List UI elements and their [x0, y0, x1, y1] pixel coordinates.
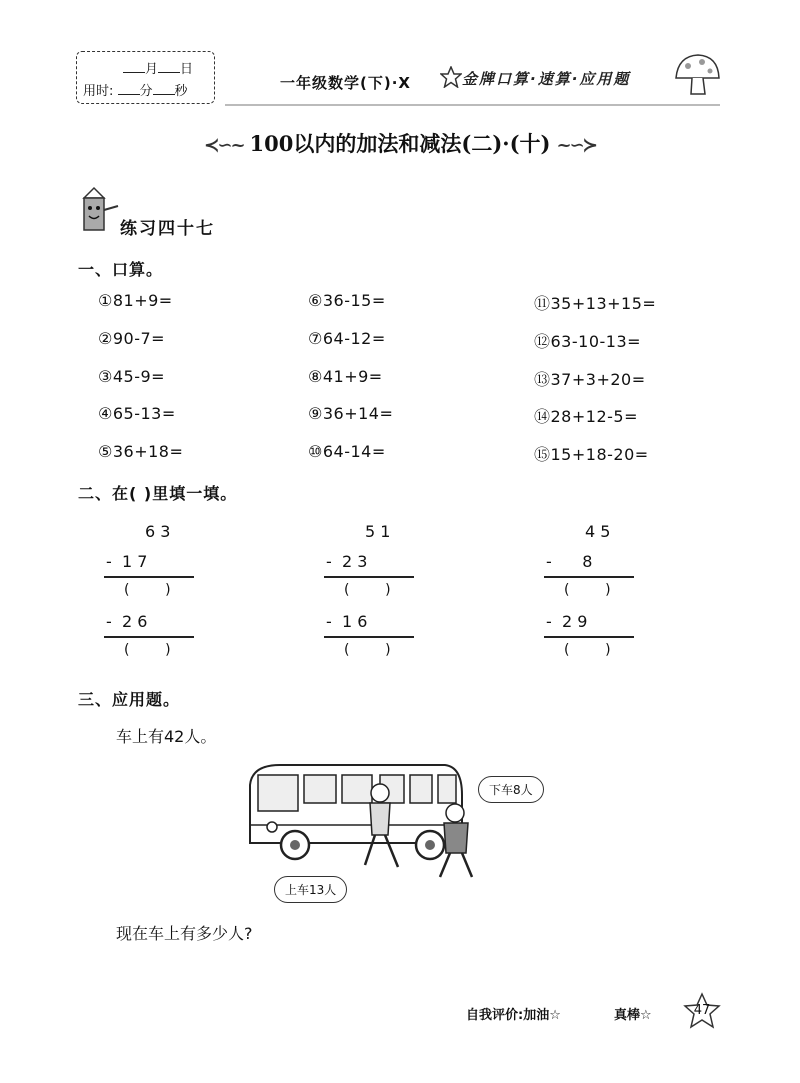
second-label: 秒	[174, 84, 188, 99]
month-label: 月	[145, 62, 159, 77]
section1-title: 一、口算。	[78, 260, 164, 279]
mushroom-icon	[672, 52, 722, 98]
problem-question: 现在车上有多少人?	[116, 924, 253, 943]
calc-item: ⑫63-10-13=	[534, 332, 642, 351]
book-title: 一年级数学(下)·X	[280, 74, 411, 92]
vertical-subtrahend: - 2 3	[326, 552, 368, 571]
second-blank[interactable]	[153, 82, 175, 95]
answer-blank[interactable]: ( )	[124, 642, 171, 658]
calc-item: ⑮15+18-20=	[534, 445, 649, 464]
great-rating: 真棒☆	[614, 1008, 652, 1023]
calc-item: ⑬37+3+20=	[534, 370, 646, 389]
exercise-title: 练习四十七	[120, 219, 215, 239]
lesson-title: 100以内的加法和减法(二)·(十)	[249, 131, 551, 156]
lesson-title-row	[0, 128, 800, 158]
pencil-mascot-icon	[76, 186, 124, 236]
self-evaluation: 自我评价:加油☆	[466, 1008, 561, 1023]
answer-blank[interactable]: ( )	[344, 642, 391, 658]
vertical-line	[324, 576, 414, 578]
section3-title: 三、应用题。	[78, 690, 181, 709]
header-divider	[225, 104, 720, 106]
vertical-line	[104, 576, 194, 578]
calc-item: ②90-7=	[98, 329, 166, 348]
calc-item: ⑦64-12=	[308, 329, 386, 348]
answer-blank[interactable]: ( )	[124, 582, 171, 598]
answer-blank[interactable]: ( )	[344, 582, 391, 598]
page-number: 47	[693, 1003, 711, 1018]
section2-title: 二、在( )里填一填。	[78, 484, 238, 503]
star-icon	[440, 66, 462, 88]
month-blank[interactable]	[123, 60, 145, 73]
vertical-line	[324, 636, 414, 638]
calc-item: ⑧41+9=	[308, 367, 383, 386]
ornament-left-icon: ≺∽~	[204, 135, 244, 156]
time-label: 用时:	[83, 84, 114, 99]
calc-item: ⑤36+18=	[98, 442, 184, 461]
vertical-line	[544, 576, 634, 578]
speech-bubble-on: 上车13人	[274, 876, 347, 903]
day-label: 日	[180, 62, 194, 77]
vertical-subtrahend: - 8	[546, 552, 593, 571]
vertical-subtrahend: - 1 6	[326, 612, 368, 631]
calc-item: ⑩64-14=	[308, 442, 386, 461]
ornament-right-icon: ~∽≻	[556, 135, 596, 156]
calc-item: ①81+9=	[98, 291, 173, 310]
answer-blank[interactable]: ( )	[564, 642, 611, 658]
minute-label: 分	[139, 84, 153, 99]
calc-item: ③45-9=	[98, 367, 166, 386]
minute-blank[interactable]	[118, 82, 140, 95]
day-blank[interactable]	[158, 60, 180, 73]
series-title: 金牌口算·速算·应用题	[462, 70, 631, 88]
calc-item: ⑪35+13+15=	[534, 294, 657, 313]
date-time-box	[76, 51, 215, 104]
vertical-top-number: 5 1	[365, 522, 391, 541]
vertical-line	[104, 636, 194, 638]
vertical-line	[544, 636, 634, 638]
speech-bubble-off: 下车8人	[478, 776, 544, 803]
calc-item: ⑭28+12-5=	[534, 407, 638, 426]
vertical-top-number: 4 5	[585, 522, 611, 541]
calc-item: ⑥36-15=	[308, 291, 386, 310]
problem-statement: 车上有42人。	[116, 727, 217, 746]
vertical-subtrahend: - 2 6	[106, 612, 148, 631]
calc-item: ④65-13=	[98, 404, 176, 423]
vertical-top-number: 6 3	[145, 522, 171, 541]
answer-blank[interactable]: ( )	[564, 582, 611, 598]
vertical-subtrahend: - 1 7	[106, 552, 148, 571]
calc-item: ⑨36+14=	[308, 404, 394, 423]
vertical-subtrahend: - 2 9	[546, 612, 588, 631]
